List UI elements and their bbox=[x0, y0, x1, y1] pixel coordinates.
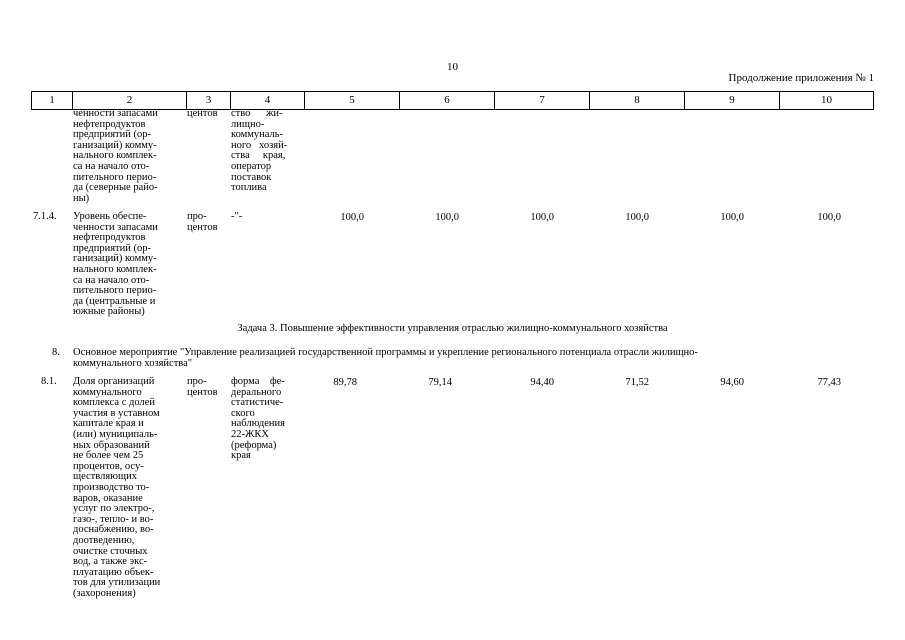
cont-row-indicator: ченности запасами нефтепродуктов предприятий (ор- ганизаций) комму- нального комплек- са на начало ото- пительного перио- да (северные райо- ны) bbox=[73, 108, 158, 204]
cont-row-unit: центов bbox=[187, 108, 218, 119]
row-81-unit: про- центов bbox=[187, 376, 218, 398]
page-number: 10 bbox=[447, 61, 458, 73]
row-81-value: 71,52 bbox=[625, 377, 649, 388]
row-8-text: Основное мероприятие "Управление реализацией государственной программы и укрепление регионального потенциала отрасли жилищно- коммунального хозяйства" bbox=[73, 347, 698, 369]
row-714-number: 7.1.4. bbox=[33, 211, 57, 222]
row-714-value: 100,0 bbox=[530, 212, 554, 223]
row-81-source: форма фе- дерального статистиче- ского наблюдения 22-ЖКХ (реформа) края bbox=[231, 376, 285, 462]
row-714-value: 100,0 bbox=[340, 212, 364, 223]
row-81-value: 94,40 bbox=[530, 377, 554, 388]
row-714-value: 100,0 bbox=[817, 212, 841, 223]
header-col-6: 6 bbox=[399, 92, 494, 109]
row-81-value: 94,60 bbox=[720, 377, 744, 388]
header-col-4: 4 bbox=[230, 92, 304, 109]
row-81-value: 79,14 bbox=[428, 377, 452, 388]
row-714-unit: про- центов bbox=[187, 211, 218, 233]
header-col-1: 1 bbox=[31, 92, 72, 109]
header-col-8: 8 bbox=[589, 92, 684, 109]
row-714-source: -"- bbox=[231, 211, 243, 222]
header-col-7: 7 bbox=[494, 92, 589, 109]
row-714-value: 100,0 bbox=[625, 212, 649, 223]
header-col-3: 3 bbox=[186, 92, 230, 109]
header-col-10: 10 bbox=[779, 92, 874, 109]
continuation-label: Продолжение приложения № 1 bbox=[728, 72, 874, 84]
row-81-value: 89,78 bbox=[333, 377, 357, 388]
row-714-value: 100,0 bbox=[720, 212, 744, 223]
cont-row-source: ство жи- лищно- коммуналь- ного хозяй- ства края, оператор поставок топлива bbox=[231, 108, 288, 194]
row-81-number: 8.1. bbox=[41, 376, 57, 387]
header-col-5: 5 bbox=[304, 92, 399, 109]
header-col-2: 2 bbox=[72, 92, 186, 109]
row-714-indicator: Уровень обеспе- ченности запасами нефтепродуктов предприятий (ор- ганизаций) комму- нального комплек- са на начало ото- пительного перио- да (центральные и южные районы) bbox=[73, 211, 158, 318]
row-8-number: 8. bbox=[52, 347, 60, 358]
header-col-9: 9 bbox=[684, 92, 779, 109]
task-3-heading: Задача 3. Повышение эффективности управления отраслью жилищно-коммунального хозяйства bbox=[237, 323, 668, 334]
row-81-indicator: Доля организаций коммунального комплекса с долей участия в уставном капитале края и (или) муниципаль- ных образований не более чем 25 процентов, осу- ществляющих производство то- варов, оказание услуг по электро-, газо-, тепло- и во- доснабжению, во- доотведению, очистке сточных вод, а также экс- плуатацию объек- тов для утилизации (захоронения) bbox=[73, 376, 161, 599]
row-714-value: 100,0 bbox=[435, 212, 459, 223]
row-81-value: 77,43 bbox=[817, 377, 841, 388]
